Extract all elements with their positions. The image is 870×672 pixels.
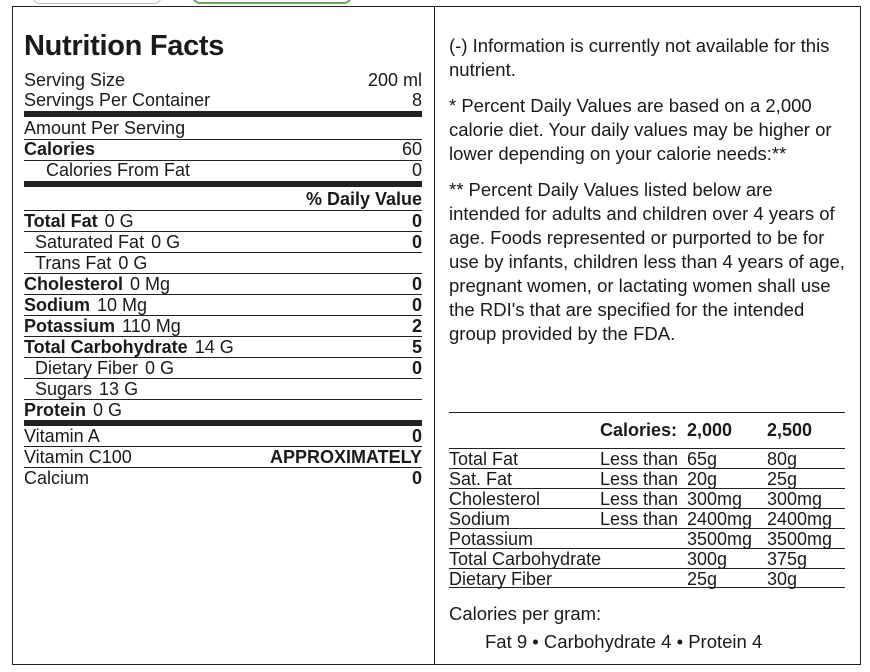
dv-table-row xyxy=(449,488,845,508)
dv-cell-qualifier: Less than xyxy=(600,449,679,469)
nutrient-row xyxy=(24,211,422,232)
nutrient-amount: 10 Mg xyxy=(97,295,148,315)
nutrient-daily-value: 0 xyxy=(411,232,422,252)
nutrient-amount: 0 G xyxy=(93,400,123,420)
nutrient-daily-value: 0 xyxy=(411,274,422,294)
nutrient-name xyxy=(24,358,174,378)
nutrient-name xyxy=(24,295,147,315)
nutrient-name xyxy=(24,379,138,399)
dv-cell-v1: 25g xyxy=(687,569,718,589)
nutrient-row xyxy=(24,358,422,379)
vitamin-row xyxy=(24,468,422,489)
nutrient-row xyxy=(24,316,422,337)
dv-cell-v2: 3500mg xyxy=(767,529,833,549)
vitamin-daily-value: 0 xyxy=(411,468,422,488)
vitamin-name: Vitamin A xyxy=(24,426,100,446)
calories-per-gram-label: Calories per gram: xyxy=(449,603,602,624)
nutrient-label: Total Carbohydrate xyxy=(24,337,188,357)
nutrient-amount: 13 G xyxy=(99,379,139,399)
nutrient-label: Protein xyxy=(24,400,87,420)
nutrient-name xyxy=(24,337,234,357)
serving-size-label: Serving Size xyxy=(24,70,126,90)
nutrient-row xyxy=(24,337,422,358)
servings-per-container-row xyxy=(24,91,422,117)
dv-cell-name: Cholesterol xyxy=(449,489,541,509)
amount-per-serving-row xyxy=(24,119,422,140)
dv-table-row xyxy=(449,468,845,488)
dv-cell-v1: 2400mg xyxy=(687,509,753,529)
nutrient-amount: 0 G xyxy=(151,232,181,252)
nutrient-label: Sugars xyxy=(35,379,93,399)
nutrient-daily-value: 0 xyxy=(411,358,422,378)
nutrient-amount: 14 G xyxy=(194,337,234,357)
dv-cell-v2: 375g xyxy=(767,549,808,569)
amount-per-serving-label: Amount Per Serving xyxy=(24,118,186,138)
nutrient-label: Cholesterol xyxy=(24,274,124,294)
nutrient-name xyxy=(24,400,122,420)
dv-cell-name: Dietary Fiber xyxy=(449,569,553,589)
nutrient-name xyxy=(24,316,181,336)
tab-active[interactable] xyxy=(192,0,352,4)
dv-table-row xyxy=(449,548,845,568)
dv-col-2500: 2,500 xyxy=(767,420,813,440)
serving-size-row xyxy=(24,70,422,91)
serving-size-value: 200 ml xyxy=(367,70,422,90)
nutrient-amount: 0 G xyxy=(145,358,175,378)
dv-cell-qualifier xyxy=(600,569,687,587)
rdi-note: ** Percent Daily Values listed below are intended for adults and children over 4 years of age. Foods represented or purported to be for use by infants, children less than 4 years of age, pregnant women, or lactating women shall use the RDI's that are specified for the intended group provided by the FDA. xyxy=(449,179,845,344)
dv-cell-qualifier: Less than xyxy=(600,469,679,489)
footnotes xyxy=(449,34,845,358)
dv-cell-v1: 65g xyxy=(687,449,718,469)
not-available-note: (-) Information is currently not available for this nutrient. xyxy=(449,35,830,80)
vitamin-row xyxy=(24,426,422,447)
vitamin-list xyxy=(24,426,422,489)
dv-cell-qualifier xyxy=(600,529,687,548)
nutrient-row xyxy=(24,232,422,253)
vitamin-row xyxy=(24,447,422,468)
calories-per-gram xyxy=(449,600,762,656)
servings-per-container-label: Servings Per Container xyxy=(24,90,211,110)
dv-cell-name: Sat. Fat xyxy=(449,469,513,489)
daily-values-note: * Percent Daily Values are based on a 2,000 calorie diet. Your daily values may be higher or lower depending on your calorie needs:** xyxy=(449,95,832,164)
dv-table-row xyxy=(449,528,845,548)
dv-table-row xyxy=(449,508,845,528)
servings-per-container-value: 8 xyxy=(411,90,422,110)
nutrient-row xyxy=(24,400,422,421)
dv-cell-v2: 30g xyxy=(767,569,798,589)
nutrition-facts-label xyxy=(24,28,422,489)
dv-cell-v2: 25g xyxy=(767,469,798,489)
dv-cell-name: Potassium xyxy=(449,529,534,549)
dv-cell-v1: 300mg xyxy=(687,489,743,509)
dv-calories-label: Calories: xyxy=(600,420,678,440)
calories-value: 60 xyxy=(401,139,422,159)
vitamin-name: Vitamin C100 xyxy=(24,447,132,467)
nutrient-row xyxy=(24,274,422,295)
dv-table-header xyxy=(449,412,845,448)
nutrient-amount: 110 Mg xyxy=(122,316,181,336)
nutrient-daily-value: 5 xyxy=(411,337,422,357)
vitamin-daily-value: 0 xyxy=(411,426,422,446)
tab-left[interactable] xyxy=(32,0,162,4)
calories-from-fat-value: 0 xyxy=(411,160,422,180)
nutrient-row xyxy=(24,379,422,400)
dv-cell-v2: 80g xyxy=(767,449,798,469)
nutrient-name xyxy=(24,253,147,273)
nutrient-label: Dietary Fiber xyxy=(35,358,139,378)
nutrient-list xyxy=(24,211,422,421)
nutrient-label: Trans Fat xyxy=(35,253,112,273)
calories-row xyxy=(24,140,422,161)
dv-cell-name: Total Fat xyxy=(449,449,519,469)
nutrient-row xyxy=(24,253,422,274)
nutrient-name xyxy=(24,232,180,252)
dv-cell-name: Total Carbohydrate xyxy=(449,549,602,569)
daily-value-header: % Daily Value xyxy=(24,189,422,211)
nutrient-row xyxy=(24,295,422,316)
dv-cell-v2: 2400mg xyxy=(767,509,833,529)
dv-cell-v1: 3500mg xyxy=(687,529,753,549)
vitamin-daily-value: APPROXIMATELY xyxy=(269,447,422,467)
calories-from-fat-label: Calories From Fat xyxy=(46,160,191,180)
nutrient-amount: 0 G xyxy=(118,253,148,273)
nutrient-amount: 0 Mg xyxy=(130,274,171,294)
daily-values-table xyxy=(449,412,845,588)
nutrient-label: Saturated Fat xyxy=(35,232,145,252)
nutrient-label: Potassium xyxy=(24,316,116,336)
nutrient-name xyxy=(24,211,134,231)
calories-from-fat-row xyxy=(24,161,422,187)
vitamin-name: Calcium xyxy=(24,468,90,488)
nutrient-amount: 0 G xyxy=(104,211,134,231)
dv-cell-v2: 300mg xyxy=(767,489,823,509)
nutrient-daily-value: 0 xyxy=(411,295,422,315)
nutrient-daily-value: 0 xyxy=(411,211,422,231)
dv-cell-v1: 300g xyxy=(687,549,728,569)
calories-per-gram-values: Fat 9 • Carbohydrate 4 • Protein 4 xyxy=(485,631,763,652)
dv-cell-qualifier: Less than xyxy=(600,489,679,509)
dv-table-row xyxy=(449,448,845,468)
dv-cell-qualifier: Less than xyxy=(600,509,679,529)
dv-table-row xyxy=(449,568,845,588)
nutrient-label: Sodium xyxy=(24,295,90,315)
nutrient-label: Total Fat xyxy=(24,211,98,231)
dv-cell-qualifier xyxy=(600,549,687,568)
page-title: Nutrition Facts xyxy=(24,30,225,62)
nutrient-name xyxy=(24,274,170,294)
dv-cell-v1: 20g xyxy=(687,469,718,489)
nutrient-daily-value: 2 xyxy=(411,316,422,336)
dv-col-2000: 2,000 xyxy=(687,420,733,440)
panel-divider xyxy=(434,6,435,665)
dv-table-rows xyxy=(449,448,845,588)
calories-label: Calories xyxy=(24,139,96,159)
dv-cell-name: Sodium xyxy=(449,509,511,529)
